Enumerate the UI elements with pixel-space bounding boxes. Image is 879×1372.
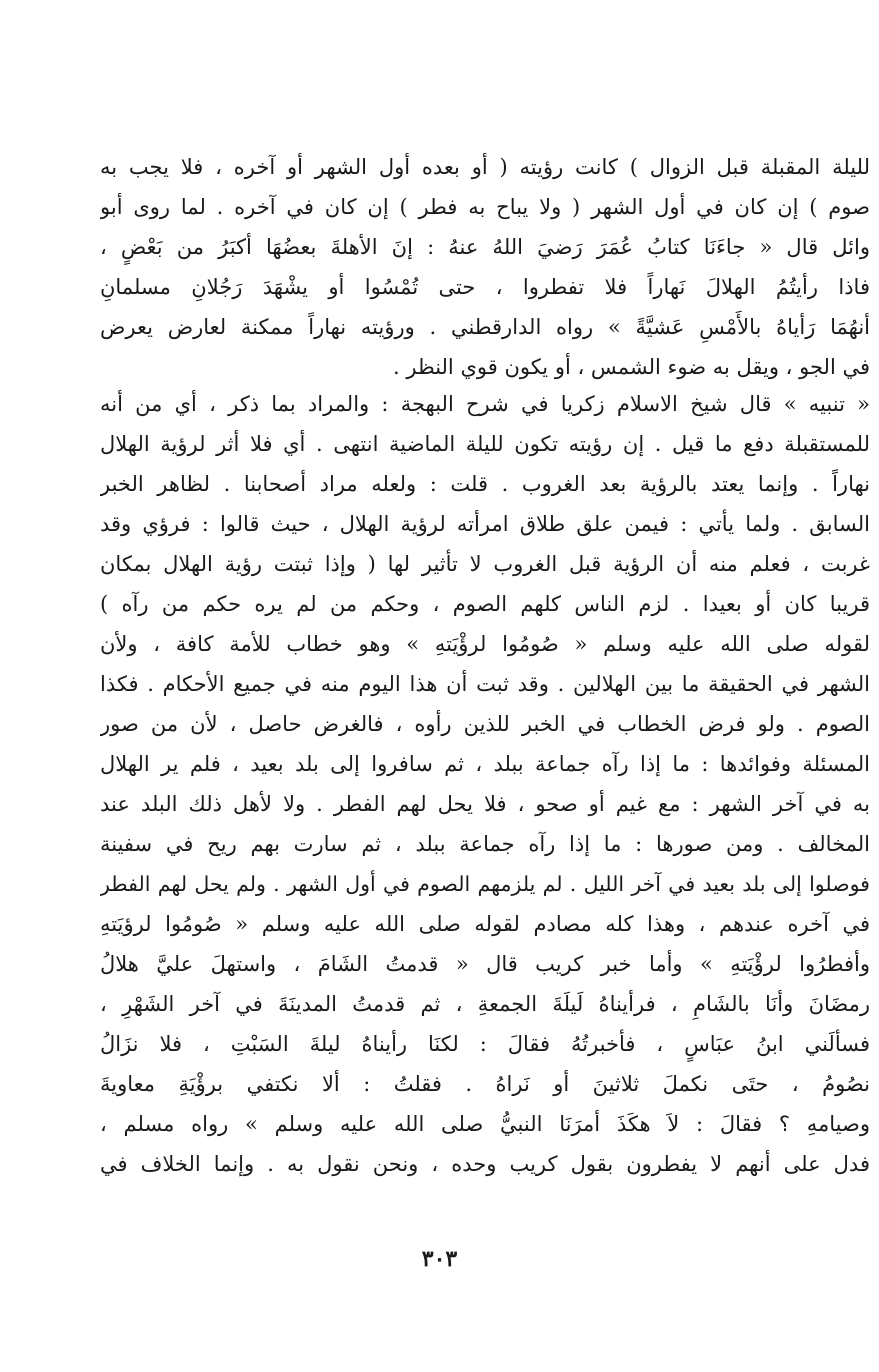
text-line: قريبا كان أو بعيدا . لزم الناس كلهم الصوم ، وحكم من لم يره حكم من رآه ) xyxy=(100,592,870,616)
text-line: الشهر في الحقيقة ما بين الهلالين . وقد ثبت أن هذا اليوم منه في جميع الأحكام . فكذا xyxy=(100,672,870,696)
paragraph-2 xyxy=(100,384,870,1184)
text-line: أنهُمَا رَأياهُ بالأَمْسِ عَشيَّةً » رواه الدارقطني . ورؤيته نهاراً ممكنة لعارض يعرض xyxy=(100,315,870,339)
text-line: السابق . ولما يأتي : فيمن علق طلاق امرأته لرؤية الهلال ، حيث قالوا : فرؤي وقد xyxy=(100,512,870,536)
text-line: فوصلوا إلى بلد بعيد في آخر الليل . لم يلزمهم الصوم في أول الشهر . ولم يحل لهم الفطر xyxy=(100,872,870,896)
text-line: وصيامهِ ؟ فقالَ : لاَ هكَذَ أمرَنَا النبيُّ صلى الله عليه وسلم » رواه مسلم ، xyxy=(100,1112,870,1136)
text-line: في آخره عندهم ، وهذا كله مصادم لقوله صلى الله عليه وسلم « صُومُوا لرؤيَتهِ xyxy=(100,912,870,936)
text-line: به في آخر الشهر : مع غيم أو صحو ، فلا يحل لهم الفطر . ولا لأهل ذلك البلد عند xyxy=(100,792,870,816)
text-line: الصوم . ولو فرض الخطاب في الخبر للذين رأوه ، فالغرض حاصل ، لأن من صور xyxy=(100,712,870,736)
text-line: صوم ) إن كان في أول الشهر ( ولا يباح به فطر ) إن كان في آخره . لما روى أبو xyxy=(100,195,870,219)
text-line: فدل على أنهم لا يفطرون بقول كريب وحده ، ونحن نقول به . وإنما الخلاف في xyxy=(100,1152,870,1176)
text-line: لليلة المقبلة قبل الزوال ) كانت رؤيته ( أو بعده أول الشهر أو آخره ، فلا يجب به xyxy=(100,155,870,179)
text-line: وائل قال « جاءَنَا كتابُ عُمَرَ رَضيَ اللهُ عنهُ : إنَ الأهلةَ بعضُهَا أكبَرُ من بَعْضٍ ، xyxy=(100,235,870,259)
text-line: غربت ، فعلم منه أن الرؤية قبل الغروب لا تأثير لها ( وإذا ثبتت رؤية الهلال بمكان xyxy=(100,552,870,576)
text-line: نصُومُ ، حتَى نكملَ ثلاثينَ أو نَراهُ . فقلتُ : ألا نكتفي برؤْيَةِ معاويةَ xyxy=(100,1072,870,1096)
paragraph-1 xyxy=(100,147,870,387)
text-line: فاذا رأيتُمُ الهلالَ نَهاراً فلا تفطروا ، حتى تُمْسُوا أو يشْهَدَ رَجُلانِ مسلمانِ xyxy=(100,275,870,299)
text-line: نهاراً . وإنما يعتد بالرؤية بعد الغروب . قلت : ولعله مراد أصحابنا . لظاهر الخبر xyxy=(100,472,870,496)
text-line: المسئلة وفوائدها : ما إذا رآه جماعة ببلد ، ثم سافروا إلى بلد بعيد ، فلم ير الهلال xyxy=(100,752,870,776)
text-line: المخالف . ومن صورها : ما إذا رآه جماعة ببلد ، ثم سارت بهم ريح في سفينة xyxy=(100,832,870,856)
text-line: في الجو ، ويقل به ضوء الشمس ، أو يكون قوي النظر . xyxy=(393,355,870,379)
page-number: ٣٠٣ xyxy=(421,1246,458,1272)
text-line: « تنبيه » قال شيخ الاسلام زكريا في شرح البهجة : والمراد بما ذكر ، أي من أنه xyxy=(100,392,870,416)
text-line: للمستقبلة دفع ما قيل . إن رؤيته تكون لليلة الماضية انتهى . أي فلا أثر لرؤية الهلال xyxy=(100,432,870,456)
text-line: وأفطرُوا لرؤْيَتهِ » وأما خبر كريب قال « قدمتُ الشَامَ ، واستهلَ عليَّ هلالُ xyxy=(100,952,870,976)
text-line: رمضَانَ وأنَا بالشَامِ ، فرأيناهُ لَيلَةَ الجمعةِ ، ثم قدمتُ المدينَةَ في آخر الشَهْرِ ، xyxy=(100,992,870,1016)
text-line: فسألَني ابنُ عبَاسٍ ، فأخبرتُهُ فقالَ : لكنَا رأيناهُ ليلةَ السَبْتِ ، فلا نزَالُ xyxy=(100,1032,870,1056)
text-line: لقوله صلى الله عليه وسلم « صُومُوا لرؤْيَتهِ » وهو خطاب للأمة كافة ، ولأن xyxy=(100,632,870,656)
